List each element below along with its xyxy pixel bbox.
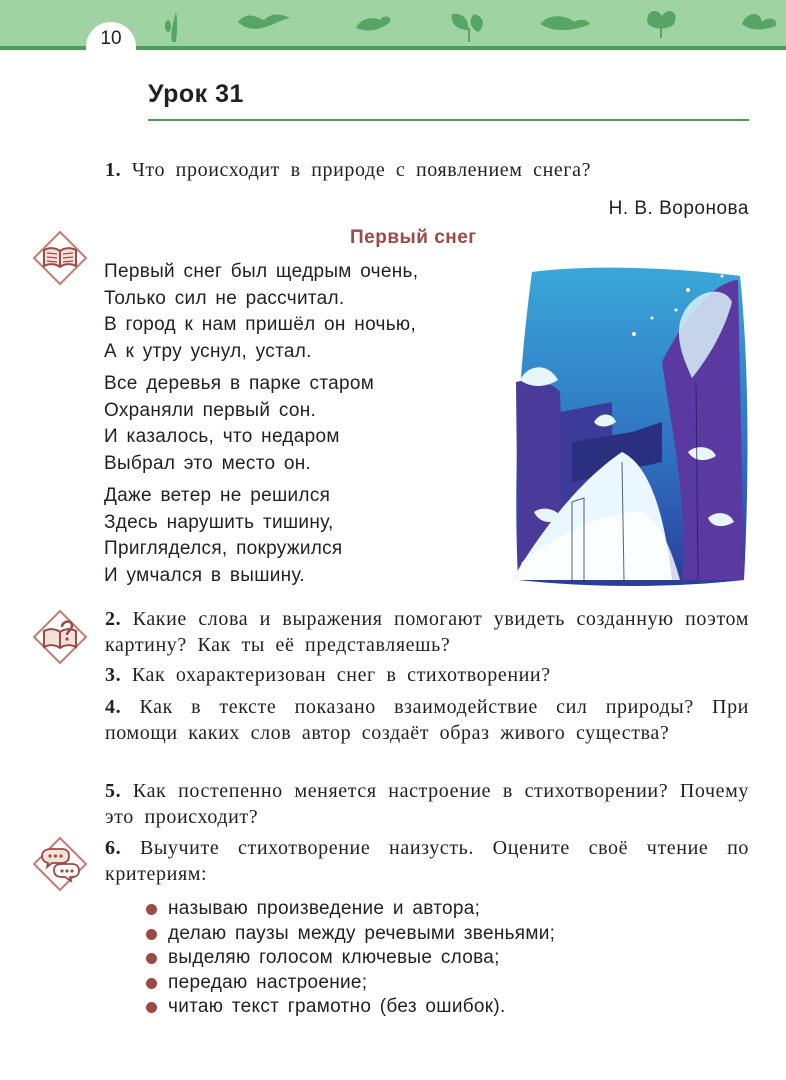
poem-stanza-3 — [104, 483, 524, 589]
question-number: 6. — [105, 837, 122, 859]
poem-line: В город к нам пришёл он ночью, — [104, 314, 417, 335]
criterion-text: читаю текст грамотно (без ошибок). — [168, 996, 506, 1017]
poem-line: Охраняли первый сон. — [104, 399, 317, 421]
poem-line: А к утру уснул, устал. — [104, 340, 312, 362]
criterion-text: передаю настроение; — [168, 971, 368, 993]
criteria-list — [144, 897, 555, 1020]
question-1 — [105, 157, 749, 183]
page-number-tab — [86, 22, 136, 58]
question-text: Как охарактеризован снег в стихотворении? — [131, 664, 551, 686]
question-number: 5. — [105, 780, 122, 802]
poem-title: Первый снег — [350, 227, 477, 248]
poem-stanza-2 — [104, 371, 524, 477]
question-6 — [105, 835, 749, 887]
title-divider — [148, 119, 749, 121]
question-3 — [105, 662, 749, 688]
question-number: 2. — [105, 608, 122, 630]
question-2 — [105, 606, 749, 658]
question-text: Какие слова и выражения помогают увидеть созданную поэтом картину? Как ты её представляешь? — [105, 608, 749, 656]
question-5 — [105, 778, 749, 830]
bullet-icon — [146, 904, 157, 915]
bullet-icon — [146, 1002, 157, 1013]
poem-line: Здесь нарушить тишину, — [104, 511, 334, 533]
book-read-icon — [32, 230, 88, 286]
question-number: 4. — [105, 696, 122, 718]
winter-town-illustration — [512, 262, 752, 590]
list-item — [144, 995, 555, 1020]
page-number: 10 — [100, 28, 122, 49]
poem-line: Даже ветер не решился — [104, 485, 331, 506]
poem-line: Все деревья в парке старом — [104, 373, 375, 394]
poem-line: Выбрал это место он. — [104, 452, 312, 474]
bullet-icon — [146, 978, 157, 989]
question-text: Как постепенно меняется настроение в стихотворении? Почему это происходит? — [105, 780, 749, 828]
bullet-icon — [146, 953, 157, 964]
question-text: Что происходит в природе с появлением снега? — [131, 159, 592, 181]
poem-line: Пригляделся, покружился — [104, 538, 343, 559]
poem-line: И казалось, что недаром — [104, 426, 340, 447]
speech-bubbles-icon — [32, 836, 88, 892]
list-item — [144, 922, 555, 947]
criterion-text: выделяю голосом ключевые слова; — [168, 947, 500, 968]
poem-line: Первый снег был щедрым очень, — [104, 261, 419, 282]
book-question-icon — [32, 609, 88, 665]
poem-line: И умчался в вышину. — [104, 564, 305, 586]
lesson-title: Урок 31 — [148, 80, 244, 108]
question-text: Выучите стихотворение наизусть. Оцените своё чтение по критериям: — [105, 837, 749, 885]
question-number: 1. — [105, 159, 122, 181]
poem-stanza-1 — [104, 259, 524, 365]
question-4 — [105, 694, 749, 746]
criterion-text: называю произведение и автора; — [168, 898, 481, 919]
poem-author: Н. В. Воронова — [608, 198, 749, 219]
list-item — [144, 897, 555, 922]
criterion-text: делаю паузы между речевыми звеньями; — [168, 922, 556, 944]
bullet-icon — [146, 929, 157, 940]
list-item — [144, 971, 555, 996]
list-item — [144, 946, 555, 971]
question-number: 3. — [105, 664, 122, 686]
question-text: Как в тексте показано взаимодействие сил природы? При помощи каких слов автор создаёт образ живого существа? — [105, 696, 749, 744]
poem-line: Только сил не рассчитал. — [104, 287, 345, 309]
